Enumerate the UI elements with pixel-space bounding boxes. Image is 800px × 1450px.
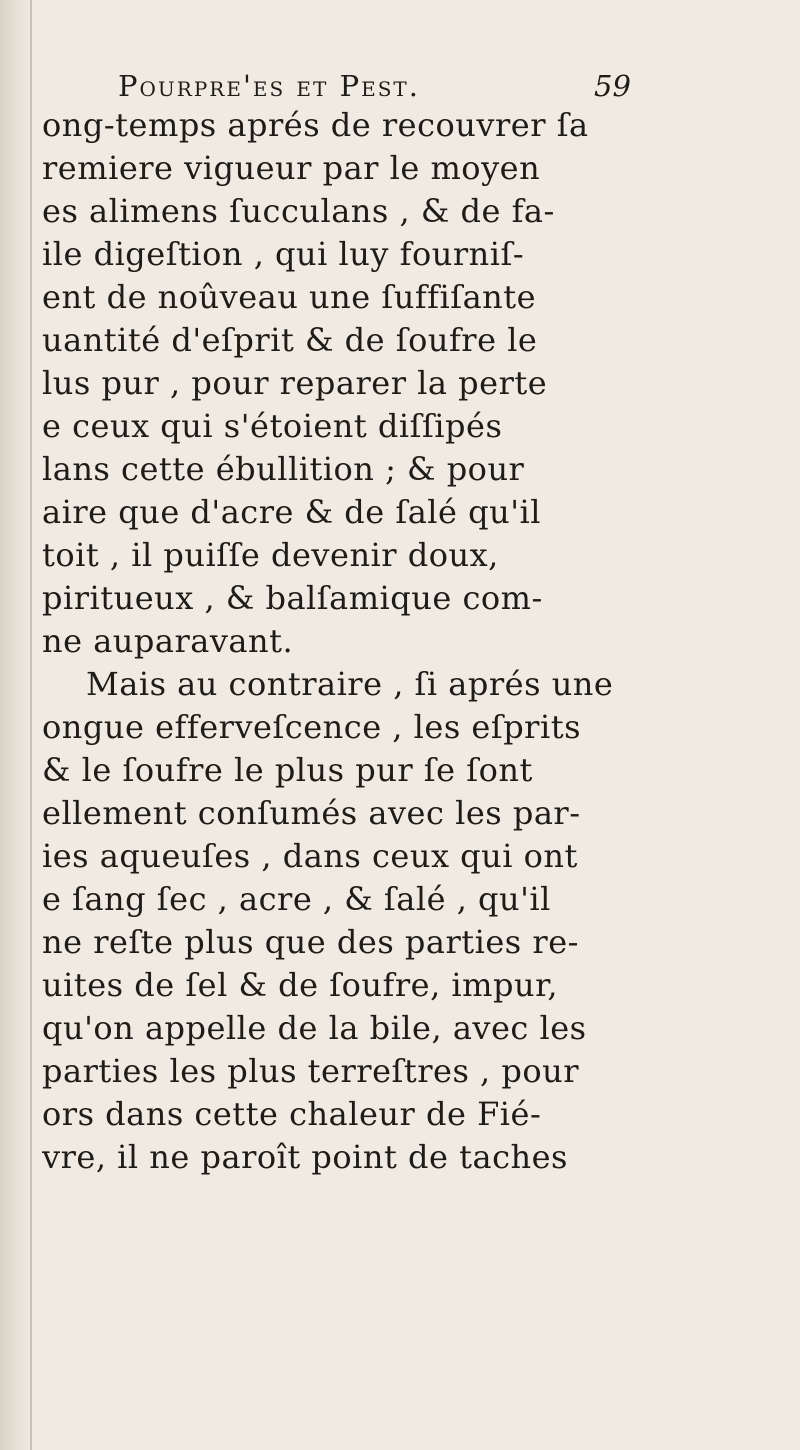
text-line: uites de ſel & de ſoufre, impur, bbox=[42, 966, 559, 1004]
text-line: vre, il ne paroît point de taches bbox=[42, 1138, 568, 1176]
text-line: & le ſoufre le plus pur ſe ſont bbox=[42, 751, 533, 789]
text-line: remiere vigueur par le moyen bbox=[42, 149, 541, 187]
text-line: parties les plus terreſtres , pour bbox=[42, 1052, 580, 1090]
text-line: ellement conſumés avec les par- bbox=[42, 794, 581, 832]
text-line: uantité d'eſprit & de ſoufre le bbox=[42, 321, 538, 359]
page-number: 59 bbox=[594, 69, 631, 103]
text-line: ent de noûveau une ſuffiſante bbox=[42, 278, 537, 316]
text-line: ne reſte plus que des parties re- bbox=[42, 923, 579, 961]
text-line: ile digeſtion , qui luy fourniſ- bbox=[42, 235, 525, 273]
text-line: toit , il puiſſe devenir doux, bbox=[42, 536, 499, 574]
page-gutter-shadow bbox=[0, 0, 34, 1450]
text-line: ong-temps aprés de recouvrer ſa bbox=[42, 106, 589, 144]
text-line: qu'on appelle de la bile, avec les bbox=[42, 1009, 587, 1047]
text-line: ies aqueuſes , dans ceux qui ont bbox=[42, 837, 578, 875]
text-line: e ceux qui s'étoient diſſipés bbox=[42, 407, 503, 445]
text-line: aire que d'acre & de ſalé qu'il bbox=[42, 493, 541, 531]
text-body bbox=[42, 104, 782, 1176]
text-line: ors dans cette chaleur de Fié- bbox=[42, 1095, 542, 1133]
text-line: lus pur , pour reparer la perte bbox=[42, 364, 548, 402]
text-line: e ſang ſec , acre , & ſalé , qu'il bbox=[42, 880, 551, 918]
text-line: es alimens ſucculans , & de fa- bbox=[42, 192, 555, 230]
binding-edge bbox=[30, 0, 32, 1450]
text-line: piritueux , & balſamique com- bbox=[42, 579, 543, 617]
running-head: Pourpre'es et Pest. bbox=[118, 69, 420, 103]
text-line: lans cette ébullition ; & pour bbox=[42, 450, 525, 488]
text-line: ne auparavant. bbox=[42, 622, 294, 660]
paragraph-start-line: Mais au contraire , ſi aprés une bbox=[86, 665, 614, 703]
text-line: ongue efferveſcence , les eſprits bbox=[42, 708, 581, 746]
